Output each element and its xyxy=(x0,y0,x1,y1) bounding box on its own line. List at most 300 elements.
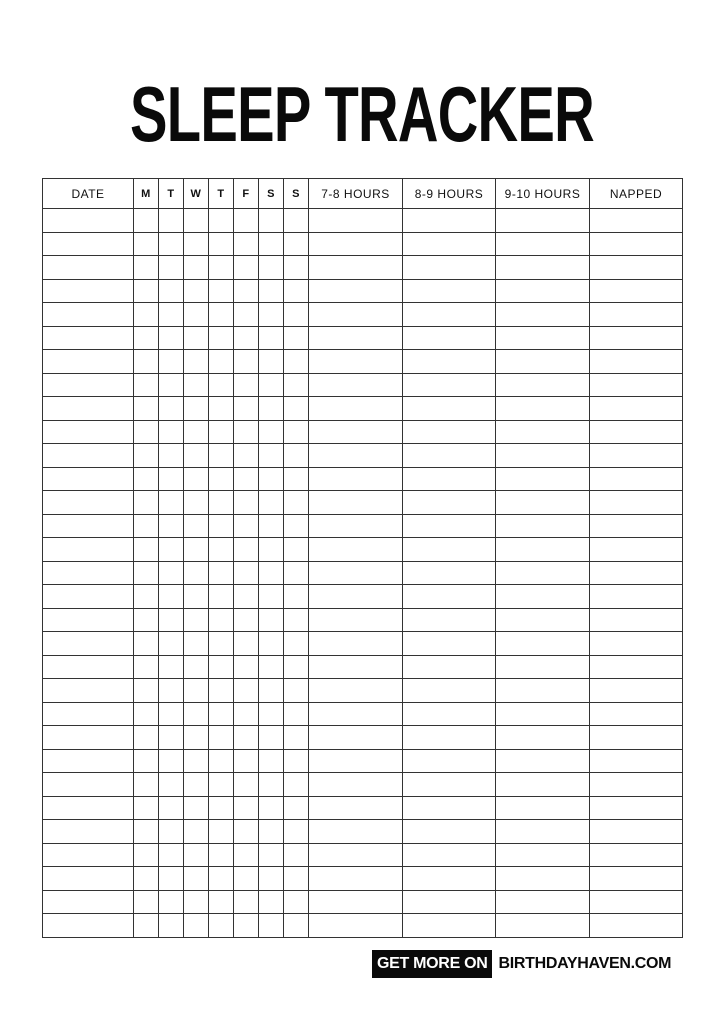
cell-sun[interactable] xyxy=(284,279,309,303)
cell-sun[interactable] xyxy=(284,796,309,820)
cell-thu[interactable] xyxy=(209,397,234,421)
cell-mon[interactable] xyxy=(134,796,159,820)
cell-mon[interactable] xyxy=(134,232,159,256)
cell-h910[interactable] xyxy=(496,303,590,327)
cell-mon[interactable] xyxy=(134,467,159,491)
cell-sun[interactable] xyxy=(284,585,309,609)
cell-thu[interactable] xyxy=(209,749,234,773)
cell-h89[interactable] xyxy=(403,890,496,914)
cell-thu[interactable] xyxy=(209,326,234,350)
cell-date[interactable] xyxy=(43,467,134,491)
cell-h89[interactable] xyxy=(403,420,496,444)
cell-date[interactable] xyxy=(43,303,134,327)
cell-date[interactable] xyxy=(43,796,134,820)
cell-thu[interactable] xyxy=(209,679,234,703)
cell-h78[interactable] xyxy=(309,256,403,280)
cell-sat[interactable] xyxy=(259,420,284,444)
cell-sat[interactable] xyxy=(259,397,284,421)
cell-h910[interactable] xyxy=(496,796,590,820)
cell-h89[interactable] xyxy=(403,256,496,280)
cell-mon[interactable] xyxy=(134,726,159,750)
cell-thu[interactable] xyxy=(209,514,234,538)
cell-wed[interactable] xyxy=(184,397,209,421)
cell-napped[interactable] xyxy=(590,467,683,491)
cell-h78[interactable] xyxy=(309,538,403,562)
cell-tue[interactable] xyxy=(159,702,184,726)
cell-date[interactable] xyxy=(43,632,134,656)
cell-thu[interactable] xyxy=(209,561,234,585)
cell-h78[interactable] xyxy=(309,397,403,421)
cell-wed[interactable] xyxy=(184,773,209,797)
cell-sat[interactable] xyxy=(259,538,284,562)
cell-sun[interactable] xyxy=(284,655,309,679)
cell-sat[interactable] xyxy=(259,679,284,703)
cell-sat[interactable] xyxy=(259,561,284,585)
cell-thu[interactable] xyxy=(209,726,234,750)
cell-date[interactable] xyxy=(43,232,134,256)
cell-h910[interactable] xyxy=(496,256,590,280)
cell-sun[interactable] xyxy=(284,350,309,374)
cell-h89[interactable] xyxy=(403,585,496,609)
cell-fri[interactable] xyxy=(234,209,259,233)
cell-h910[interactable] xyxy=(496,491,590,515)
cell-fri[interactable] xyxy=(234,420,259,444)
cell-wed[interactable] xyxy=(184,467,209,491)
cell-thu[interactable] xyxy=(209,773,234,797)
cell-h910[interactable] xyxy=(496,279,590,303)
cell-fri[interactable] xyxy=(234,608,259,632)
cell-mon[interactable] xyxy=(134,256,159,280)
cell-fri[interactable] xyxy=(234,796,259,820)
cell-h910[interactable] xyxy=(496,632,590,656)
cell-fri[interactable] xyxy=(234,397,259,421)
cell-fri[interactable] xyxy=(234,914,259,938)
cell-tue[interactable] xyxy=(159,444,184,468)
cell-napped[interactable] xyxy=(590,538,683,562)
cell-thu[interactable] xyxy=(209,538,234,562)
cell-sat[interactable] xyxy=(259,914,284,938)
cell-wed[interactable] xyxy=(184,326,209,350)
cell-h89[interactable] xyxy=(403,326,496,350)
cell-h910[interactable] xyxy=(496,514,590,538)
cell-napped[interactable] xyxy=(590,373,683,397)
cell-napped[interactable] xyxy=(590,655,683,679)
cell-sat[interactable] xyxy=(259,843,284,867)
cell-date[interactable] xyxy=(43,843,134,867)
cell-sat[interactable] xyxy=(259,820,284,844)
cell-thu[interactable] xyxy=(209,232,234,256)
cell-thu[interactable] xyxy=(209,843,234,867)
cell-h78[interactable] xyxy=(309,303,403,327)
cell-fri[interactable] xyxy=(234,726,259,750)
cell-date[interactable] xyxy=(43,702,134,726)
cell-tue[interactable] xyxy=(159,585,184,609)
cell-h78[interactable] xyxy=(309,796,403,820)
cell-sat[interactable] xyxy=(259,655,284,679)
cell-wed[interactable] xyxy=(184,796,209,820)
cell-h910[interactable] xyxy=(496,843,590,867)
cell-date[interactable] xyxy=(43,209,134,233)
cell-mon[interactable] xyxy=(134,585,159,609)
cell-fri[interactable] xyxy=(234,514,259,538)
cell-wed[interactable] xyxy=(184,209,209,233)
cell-napped[interactable] xyxy=(590,820,683,844)
cell-fri[interactable] xyxy=(234,679,259,703)
cell-h910[interactable] xyxy=(496,561,590,585)
cell-sun[interactable] xyxy=(284,867,309,891)
cell-sat[interactable] xyxy=(259,279,284,303)
cell-fri[interactable] xyxy=(234,467,259,491)
cell-mon[interactable] xyxy=(134,444,159,468)
cell-h78[interactable] xyxy=(309,585,403,609)
cell-fri[interactable] xyxy=(234,867,259,891)
cell-thu[interactable] xyxy=(209,209,234,233)
cell-h89[interactable] xyxy=(403,514,496,538)
cell-date[interactable] xyxy=(43,890,134,914)
cell-h78[interactable] xyxy=(309,467,403,491)
cell-napped[interactable] xyxy=(590,209,683,233)
cell-thu[interactable] xyxy=(209,632,234,656)
cell-sun[interactable] xyxy=(284,749,309,773)
cell-wed[interactable] xyxy=(184,444,209,468)
cell-h89[interactable] xyxy=(403,796,496,820)
cell-thu[interactable] xyxy=(209,256,234,280)
cell-mon[interactable] xyxy=(134,679,159,703)
cell-h910[interactable] xyxy=(496,326,590,350)
cell-fri[interactable] xyxy=(234,702,259,726)
cell-wed[interactable] xyxy=(184,655,209,679)
cell-wed[interactable] xyxy=(184,303,209,327)
cell-tue[interactable] xyxy=(159,467,184,491)
cell-mon[interactable] xyxy=(134,514,159,538)
cell-h89[interactable] xyxy=(403,303,496,327)
cell-napped[interactable] xyxy=(590,420,683,444)
cell-h910[interactable] xyxy=(496,679,590,703)
cell-mon[interactable] xyxy=(134,632,159,656)
cell-h910[interactable] xyxy=(496,702,590,726)
cell-h910[interactable] xyxy=(496,655,590,679)
cell-thu[interactable] xyxy=(209,914,234,938)
cell-h89[interactable] xyxy=(403,820,496,844)
cell-h89[interactable] xyxy=(403,209,496,233)
cell-date[interactable] xyxy=(43,350,134,374)
cell-date[interactable] xyxy=(43,655,134,679)
cell-sun[interactable] xyxy=(284,914,309,938)
cell-h89[interactable] xyxy=(403,350,496,374)
cell-sun[interactable] xyxy=(284,373,309,397)
cell-h78[interactable] xyxy=(309,209,403,233)
cell-date[interactable] xyxy=(43,420,134,444)
cell-h910[interactable] xyxy=(496,538,590,562)
cell-h78[interactable] xyxy=(309,326,403,350)
cell-h910[interactable] xyxy=(496,373,590,397)
cell-sat[interactable] xyxy=(259,890,284,914)
cell-sun[interactable] xyxy=(284,702,309,726)
cell-wed[interactable] xyxy=(184,279,209,303)
cell-wed[interactable] xyxy=(184,890,209,914)
cell-mon[interactable] xyxy=(134,561,159,585)
cell-date[interactable] xyxy=(43,279,134,303)
cell-mon[interactable] xyxy=(134,538,159,562)
cell-sat[interactable] xyxy=(259,209,284,233)
cell-sun[interactable] xyxy=(284,608,309,632)
cell-thu[interactable] xyxy=(209,350,234,374)
cell-h78[interactable] xyxy=(309,514,403,538)
cell-mon[interactable] xyxy=(134,914,159,938)
cell-tue[interactable] xyxy=(159,561,184,585)
cell-tue[interactable] xyxy=(159,397,184,421)
cell-napped[interactable] xyxy=(590,726,683,750)
cell-thu[interactable] xyxy=(209,420,234,444)
cell-date[interactable] xyxy=(43,397,134,421)
cell-tue[interactable] xyxy=(159,232,184,256)
cell-h910[interactable] xyxy=(496,444,590,468)
cell-sun[interactable] xyxy=(284,491,309,515)
cell-wed[interactable] xyxy=(184,843,209,867)
cell-tue[interactable] xyxy=(159,373,184,397)
cell-fri[interactable] xyxy=(234,491,259,515)
cell-h78[interactable] xyxy=(309,749,403,773)
cell-sat[interactable] xyxy=(259,773,284,797)
cell-h89[interactable] xyxy=(403,467,496,491)
cell-napped[interactable] xyxy=(590,843,683,867)
cell-h78[interactable] xyxy=(309,608,403,632)
cell-sat[interactable] xyxy=(259,350,284,374)
cell-date[interactable] xyxy=(43,726,134,750)
cell-h910[interactable] xyxy=(496,773,590,797)
cell-thu[interactable] xyxy=(209,467,234,491)
cell-mon[interactable] xyxy=(134,843,159,867)
cell-napped[interactable] xyxy=(590,773,683,797)
cell-sat[interactable] xyxy=(259,514,284,538)
cell-tue[interactable] xyxy=(159,726,184,750)
cell-h910[interactable] xyxy=(496,820,590,844)
cell-h78[interactable] xyxy=(309,279,403,303)
cell-h910[interactable] xyxy=(496,914,590,938)
cell-fri[interactable] xyxy=(234,373,259,397)
cell-tue[interactable] xyxy=(159,749,184,773)
cell-thu[interactable] xyxy=(209,890,234,914)
cell-thu[interactable] xyxy=(209,702,234,726)
cell-fri[interactable] xyxy=(234,326,259,350)
cell-h910[interactable] xyxy=(496,608,590,632)
cell-mon[interactable] xyxy=(134,749,159,773)
cell-sun[interactable] xyxy=(284,843,309,867)
cell-tue[interactable] xyxy=(159,679,184,703)
cell-fri[interactable] xyxy=(234,232,259,256)
cell-sun[interactable] xyxy=(284,326,309,350)
cell-sun[interactable] xyxy=(284,726,309,750)
cell-h78[interactable] xyxy=(309,890,403,914)
cell-date[interactable] xyxy=(43,444,134,468)
cell-h78[interactable] xyxy=(309,350,403,374)
cell-wed[interactable] xyxy=(184,561,209,585)
cell-h89[interactable] xyxy=(403,561,496,585)
cell-napped[interactable] xyxy=(590,890,683,914)
cell-napped[interactable] xyxy=(590,796,683,820)
cell-h910[interactable] xyxy=(496,209,590,233)
cell-sat[interactable] xyxy=(259,867,284,891)
cell-mon[interactable] xyxy=(134,350,159,374)
cell-date[interactable] xyxy=(43,538,134,562)
cell-napped[interactable] xyxy=(590,444,683,468)
cell-sun[interactable] xyxy=(284,303,309,327)
cell-fri[interactable] xyxy=(234,632,259,656)
cell-date[interactable] xyxy=(43,373,134,397)
cell-tue[interactable] xyxy=(159,796,184,820)
cell-date[interactable] xyxy=(43,256,134,280)
cell-mon[interactable] xyxy=(134,373,159,397)
cell-mon[interactable] xyxy=(134,420,159,444)
cell-h78[interactable] xyxy=(309,843,403,867)
cell-h89[interactable] xyxy=(403,538,496,562)
cell-sat[interactable] xyxy=(259,796,284,820)
cell-wed[interactable] xyxy=(184,679,209,703)
cell-h78[interactable] xyxy=(309,444,403,468)
cell-fri[interactable] xyxy=(234,843,259,867)
cell-fri[interactable] xyxy=(234,561,259,585)
cell-h89[interactable] xyxy=(403,232,496,256)
cell-sun[interactable] xyxy=(284,773,309,797)
cell-h89[interactable] xyxy=(403,655,496,679)
cell-fri[interactable] xyxy=(234,279,259,303)
cell-date[interactable] xyxy=(43,914,134,938)
cell-mon[interactable] xyxy=(134,867,159,891)
cell-tue[interactable] xyxy=(159,209,184,233)
cell-h78[interactable] xyxy=(309,655,403,679)
cell-sun[interactable] xyxy=(284,467,309,491)
cell-wed[interactable] xyxy=(184,373,209,397)
cell-mon[interactable] xyxy=(134,491,159,515)
cell-wed[interactable] xyxy=(184,608,209,632)
cell-napped[interactable] xyxy=(590,279,683,303)
cell-date[interactable] xyxy=(43,679,134,703)
cell-wed[interactable] xyxy=(184,538,209,562)
cell-h78[interactable] xyxy=(309,914,403,938)
cell-napped[interactable] xyxy=(590,702,683,726)
cell-sun[interactable] xyxy=(284,232,309,256)
cell-sun[interactable] xyxy=(284,256,309,280)
cell-sun[interactable] xyxy=(284,820,309,844)
cell-mon[interactable] xyxy=(134,326,159,350)
cell-tue[interactable] xyxy=(159,538,184,562)
cell-thu[interactable] xyxy=(209,796,234,820)
cell-h910[interactable] xyxy=(496,749,590,773)
cell-fri[interactable] xyxy=(234,303,259,327)
cell-tue[interactable] xyxy=(159,350,184,374)
cell-napped[interactable] xyxy=(590,256,683,280)
cell-h89[interactable] xyxy=(403,914,496,938)
cell-sun[interactable] xyxy=(284,632,309,656)
cell-thu[interactable] xyxy=(209,608,234,632)
cell-h910[interactable] xyxy=(496,397,590,421)
cell-h89[interactable] xyxy=(403,749,496,773)
cell-h910[interactable] xyxy=(496,420,590,444)
cell-h89[interactable] xyxy=(403,491,496,515)
cell-sun[interactable] xyxy=(284,420,309,444)
cell-napped[interactable] xyxy=(590,679,683,703)
cell-napped[interactable] xyxy=(590,561,683,585)
cell-fri[interactable] xyxy=(234,890,259,914)
cell-wed[interactable] xyxy=(184,514,209,538)
cell-tue[interactable] xyxy=(159,256,184,280)
cell-napped[interactable] xyxy=(590,867,683,891)
cell-thu[interactable] xyxy=(209,655,234,679)
cell-wed[interactable] xyxy=(184,914,209,938)
cell-h910[interactable] xyxy=(496,890,590,914)
cell-h910[interactable] xyxy=(496,467,590,491)
cell-tue[interactable] xyxy=(159,491,184,515)
cell-mon[interactable] xyxy=(134,655,159,679)
cell-thu[interactable] xyxy=(209,303,234,327)
cell-h89[interactable] xyxy=(403,397,496,421)
cell-h89[interactable] xyxy=(403,773,496,797)
cell-napped[interactable] xyxy=(590,608,683,632)
cell-napped[interactable] xyxy=(590,303,683,327)
cell-tue[interactable] xyxy=(159,867,184,891)
cell-date[interactable] xyxy=(43,820,134,844)
cell-h89[interactable] xyxy=(403,702,496,726)
cell-h89[interactable] xyxy=(403,843,496,867)
cell-mon[interactable] xyxy=(134,820,159,844)
cell-sun[interactable] xyxy=(284,890,309,914)
cell-tue[interactable] xyxy=(159,773,184,797)
cell-napped[interactable] xyxy=(590,350,683,374)
cell-h78[interactable] xyxy=(309,820,403,844)
cell-date[interactable] xyxy=(43,867,134,891)
cell-h78[interactable] xyxy=(309,632,403,656)
cell-mon[interactable] xyxy=(134,279,159,303)
cell-wed[interactable] xyxy=(184,702,209,726)
cell-sat[interactable] xyxy=(259,326,284,350)
cell-h78[interactable] xyxy=(309,679,403,703)
cell-tue[interactable] xyxy=(159,279,184,303)
cell-wed[interactable] xyxy=(184,350,209,374)
cell-wed[interactable] xyxy=(184,491,209,515)
cell-h78[interactable] xyxy=(309,491,403,515)
cell-thu[interactable] xyxy=(209,491,234,515)
cell-napped[interactable] xyxy=(590,632,683,656)
cell-h910[interactable] xyxy=(496,726,590,750)
cell-h78[interactable] xyxy=(309,232,403,256)
cell-thu[interactable] xyxy=(209,444,234,468)
cell-wed[interactable] xyxy=(184,256,209,280)
cell-sat[interactable] xyxy=(259,585,284,609)
cell-mon[interactable] xyxy=(134,397,159,421)
cell-wed[interactable] xyxy=(184,585,209,609)
cell-thu[interactable] xyxy=(209,867,234,891)
cell-fri[interactable] xyxy=(234,585,259,609)
cell-wed[interactable] xyxy=(184,749,209,773)
cell-fri[interactable] xyxy=(234,538,259,562)
cell-wed[interactable] xyxy=(184,726,209,750)
cell-h89[interactable] xyxy=(403,679,496,703)
cell-thu[interactable] xyxy=(209,585,234,609)
cell-mon[interactable] xyxy=(134,608,159,632)
cell-sun[interactable] xyxy=(284,444,309,468)
cell-h78[interactable] xyxy=(309,773,403,797)
cell-tue[interactable] xyxy=(159,514,184,538)
cell-h89[interactable] xyxy=(403,444,496,468)
cell-sun[interactable] xyxy=(284,561,309,585)
cell-tue[interactable] xyxy=(159,655,184,679)
cell-h89[interactable] xyxy=(403,867,496,891)
cell-napped[interactable] xyxy=(590,232,683,256)
cell-mon[interactable] xyxy=(134,773,159,797)
cell-thu[interactable] xyxy=(209,373,234,397)
cell-fri[interactable] xyxy=(234,655,259,679)
cell-wed[interactable] xyxy=(184,632,209,656)
